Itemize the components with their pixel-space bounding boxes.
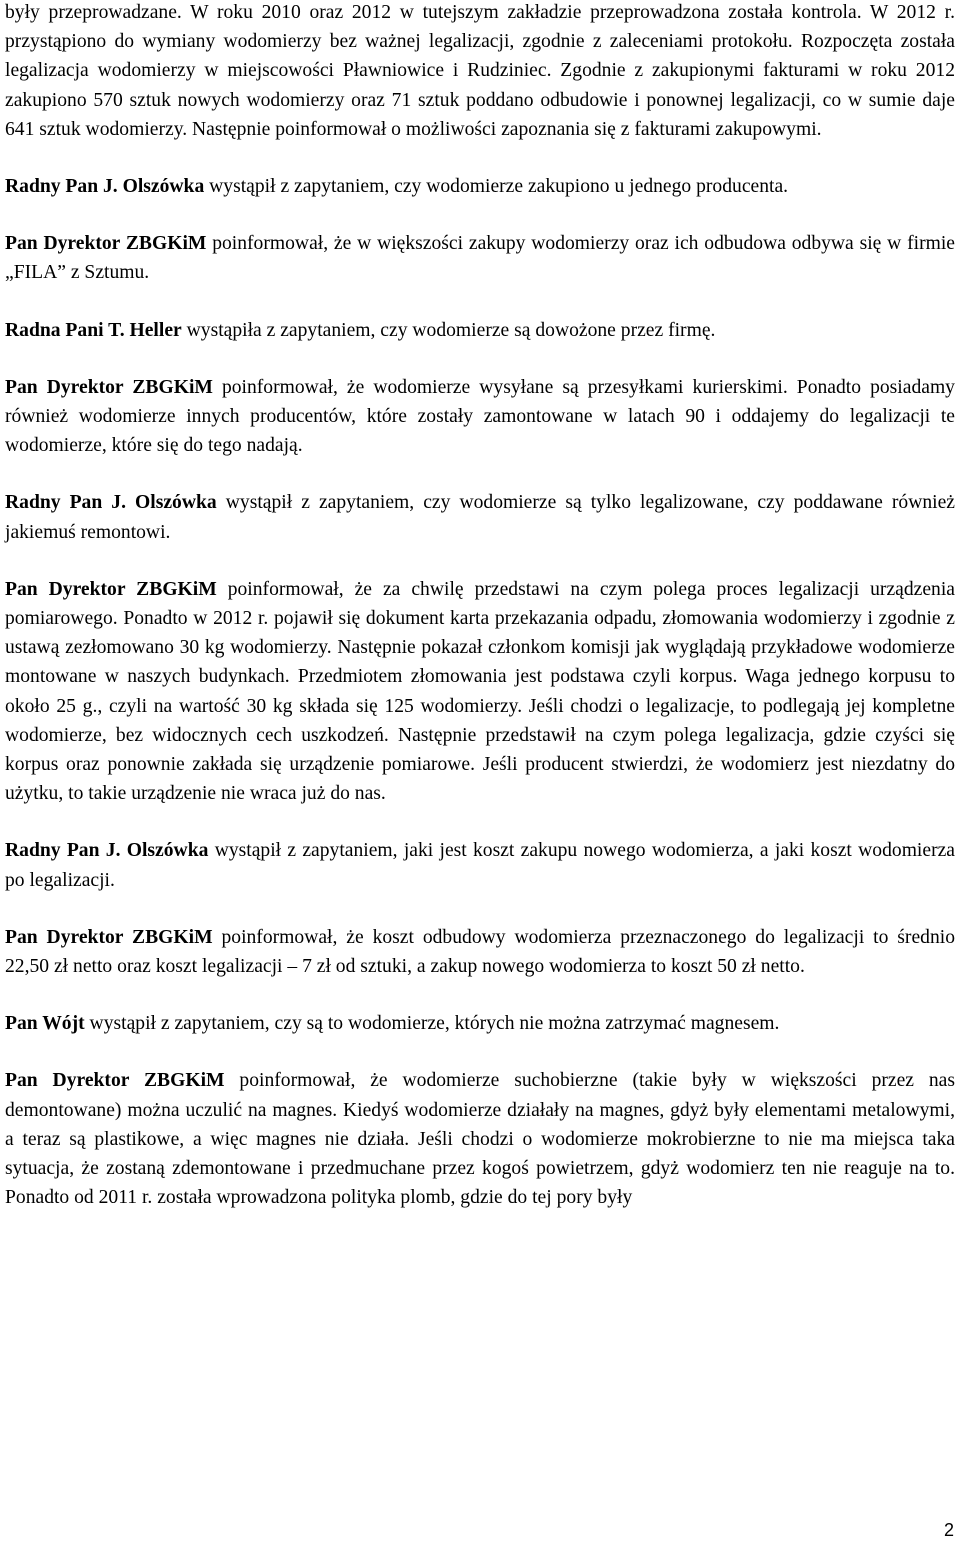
paragraph-text: wystąpił z zapytaniem, czy wodomierze są tylko legalizowane, czy poddawane również jakiemuś remontowi.	[5, 492, 955, 543]
speaker-name: Pan Dyrektor ZBGKiM	[5, 578, 217, 600]
speaker-name: Pan Dyrektor ZBGKiM	[5, 1070, 225, 1092]
document-page	[5, 0, 955, 1213]
speaker-name: Pan Dyrektor ZBGKiM	[5, 233, 207, 255]
paragraph-statement	[5, 923, 955, 981]
paragraph-text: wystąpił z zapytaniem, czy są to wodomierze, których nie można zatrzymać magnesem.	[84, 1013, 780, 1035]
speaker-name: Radny Pan J. Olszówka	[5, 840, 209, 862]
paragraph-statement	[5, 373, 955, 461]
speaker-name: Pan Dyrektor ZBGKiM	[5, 376, 213, 398]
paragraph-statement	[5, 229, 955, 287]
speaker-name: Radny Pan J. Olszówka	[5, 492, 217, 514]
paragraph-intro	[5, 0, 955, 144]
paragraph-text: poinformował, że w większości zakupy wodomierzy oraz ich odbudowa odbywa się w firmie „FILA” z Sztumu.	[5, 233, 955, 284]
paragraph-statement	[5, 575, 955, 809]
speaker-name: Radna Pani T. Heller	[5, 319, 182, 341]
paragraph-text: poinformował, że wodomierze suchobierzne (takie były w większości przez nas demontowane) można uczulić na magnes. Kiedyś wodomierze działały na magnes, gdyż były elementami metalowymi, a teraz są plastikowe, a więc magnes nie działa. Jeśli chodzi o wodomierze mokrobierzne to nie ma miejsca taka sytuacja, że zostaną zdemontowane i przedmuchane przez kogoś powietrzem, gdyż wodomierz ten nie reaguje na to. Ponadto od 2011 r. została wprowadzona polityka plomb, gdzie do tej pory były	[5, 1070, 955, 1209]
paragraph-statement	[5, 172, 955, 201]
paragraph-statement	[5, 1009, 955, 1038]
paragraph-text: wystąpiła z zapytaniem, czy wodomierze są dowożone przez firmę.	[181, 319, 716, 341]
paragraph-text: wystąpił z zapytaniem, czy wodomierze zakupiono u jednego producenta.	[204, 176, 789, 198]
speaker-name: Pan Dyrektor ZBGKiM	[5, 926, 213, 948]
paragraph-statement	[5, 316, 955, 345]
paragraph-text: wystąpił z zapytaniem, jaki jest koszt zakupu nowego wodomierza, a jaki koszt wodomierza po legalizacji.	[5, 840, 955, 891]
paragraph-text: były przeprowadzane. W roku 2010 oraz 2012 w tutejszym zakładzie przeprowadzona została kontrola. W 2012 r. przystąpiono do wymiany wodomierzy bez ważnej legalizacji, zgodnie z zaleceniami protokołu. Rozpoczęta została legalizacja wodomierzy w miejscowości Pławniowice i Rudziniec. Zgodnie z zakupionymi fakturami w roku 2012 zakupiono 570 sztuk nowych wodomierzy oraz 71 sztuk poddano odbudowie i ponownej legalizacji, co w sumie daje 641 sztuk wodomierzy. Następnie poinformował o możliwości zapoznania się z fakturami zakupowymi.	[5, 2, 955, 140]
paragraph-statement	[5, 836, 955, 894]
speaker-name: Radny Pan J. Olszówka	[5, 176, 205, 198]
paragraph-text: poinformował, że wodomierze wysyłane są przesyłkami kurierskimi. Ponadto posiadamy również wodomierze innych producentów, które zostały zamontowane w latach 90 i oddajemy do legalizacji te wodomierze, które się do tego nadają.	[5, 376, 955, 457]
speaker-name: Pan Wójt	[5, 1013, 85, 1035]
page-number: 2	[943, 1520, 954, 1540]
paragraph-statement	[5, 488, 955, 546]
paragraph-text: poinformował, że za chwilę przedstawi na czym polega proces legalizacji urządzenia pomiarowego. Ponadto w 2012 r. pojawił się dokument karta przekazania odpadu, złomowania wodomierzy i zgodnie z ustawą zezłomowano 30 kg wodomierzy. Następnie pokazał członkom komisji jak wyglądają przykładowe wodomierze montowane w naszych budynkach. Przedmiotem złomowania jest podstawa czyli korpus. Waga jednego korpusu to około 25 g., czyli na wartość 30 kg składa się 125 wodomierzy. Jeśli chodzi o legalizacje, to podlegają jej kompletne wodomierze, bez widocznych cech uszkodzeń. Następnie przedstawił na czym polega legalizacja, gdzie czyści się korpus oraz ponownie zakłada się urządzenie pomiarowe. Jeśli producent stwierdzi, że wodomierz jest niezdatny do użytku, to takie urządzenie nie wraca już do nas.	[5, 578, 955, 805]
paragraph-statement	[5, 1066, 955, 1212]
paragraph-text: poinformował, że koszt odbudowy wodomierza przeznaczonego do legalizacji to średnio 22,50 zł netto oraz koszt legalizacji – 7 zł od sztuki, a zakup nowego wodomierza to koszt 50 zł netto.	[5, 926, 955, 978]
